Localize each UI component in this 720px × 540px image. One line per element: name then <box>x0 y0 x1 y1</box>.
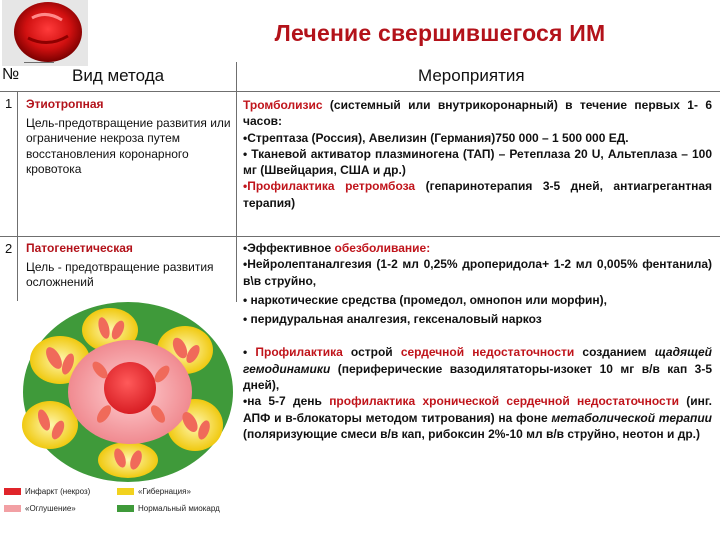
thrombolysis-title: Тромболизис <box>243 98 323 112</box>
row-1-number: 1 <box>5 96 13 111</box>
peridural-line: • перидуральная аналгезия, гексеналовый наркоз <box>243 312 542 327</box>
legend-swatch <box>117 505 134 512</box>
row-2-method <box>26 241 232 291</box>
header-number: № <box>2 66 20 83</box>
thrombolysis-line: Тромболизис (системный или внутрикоронарный) в течение первых 1- 6 часов: <box>243 98 712 129</box>
tpa-line: • Тканевой активатор плазминогена (ТАП) – Ретеплаза 20 U, Альтеплаза – 100 мг (Швейцария, США и др.) <box>243 146 712 178</box>
row-1-method-name: Этиотропная <box>26 97 104 111</box>
column-divider-num <box>17 91 18 301</box>
column-divider-method <box>236 62 237 302</box>
row-2-method-name: Патогенетическая <box>26 241 133 255</box>
row-1-method-description: Цель-предотвращение развития или ограничение некроза путем восстановления коронарного кровотока <box>26 115 231 176</box>
acute-hf-prevention-line: • Профилактика острой сердечной недостаточности созданием щадящей гемодинамики (периферические вазодилятаторы-изокет 10 мг в/в кап 3-5 дней), <box>243 345 712 393</box>
legend-swatch <box>4 505 21 512</box>
rethrombosis-title: •Профилактика ретромбоза <box>243 179 416 194</box>
table-header-line <box>0 91 720 92</box>
rethrombosis-line: •Профилактика ретромбоза (гепаринотерапия 3-5 дней, антиагрегантная терапия) <box>243 179 712 210</box>
row-1-method <box>26 97 232 178</box>
header-underline-num <box>24 62 54 63</box>
neuroleptanalgesia-line: •Нейролептаналгезия (1-2 мл 0,25% дроперидола+ 1-2 мл 0,005% фентанила) в\в струйно, <box>243 257 712 288</box>
diagram-legend <box>4 483 230 517</box>
myocardium-diagram <box>0 300 236 482</box>
row-2-measures <box>243 240 712 442</box>
analgesia-line: •Эффективное обезболивание: <box>243 241 431 255</box>
row-1-measures <box>243 97 712 211</box>
legend-item-stunning: «Оглушение» <box>4 504 117 513</box>
legend-item-hibernation: «Гибернация» <box>117 487 230 496</box>
narcotics-line: • наркотические средства (промедол, омнопон или морфин), <box>243 292 607 307</box>
legend-swatch <box>117 488 134 495</box>
streptase-line: •Стрептаза (Россия), Авелизин (Германия)750 000 – 1 500 000 ЕД. <box>243 130 629 145</box>
infarct-core <box>104 362 156 414</box>
page-title: Лечение свершившегося ИМ <box>274 20 606 46</box>
legend-item-normal: Нормальный миокард <box>117 504 230 513</box>
row-2-method-description: Цель - предотвращение развития осложнений <box>26 259 214 289</box>
legend-swatch <box>4 488 21 495</box>
row-2-number: 2 <box>5 241 13 256</box>
chronic-hf-prevention-line: •на 5-7 день профилактика хронической сердечной недостаточности (инг. АПФ и в-блокаторы методом титрования) на фоне метаболической терапии (поляризующие смеси в/в кап, рибоксин 2%-10 мл в/в струйно, неотон и др.) <box>243 394 712 441</box>
legend-item-infarct: Инфаркт (некроз) <box>4 487 117 496</box>
table-row-divider <box>0 236 720 237</box>
heart-image <box>2 0 88 66</box>
header-method: Вид метода <box>72 66 165 85</box>
header-measures: Мероприятия <box>418 66 525 85</box>
